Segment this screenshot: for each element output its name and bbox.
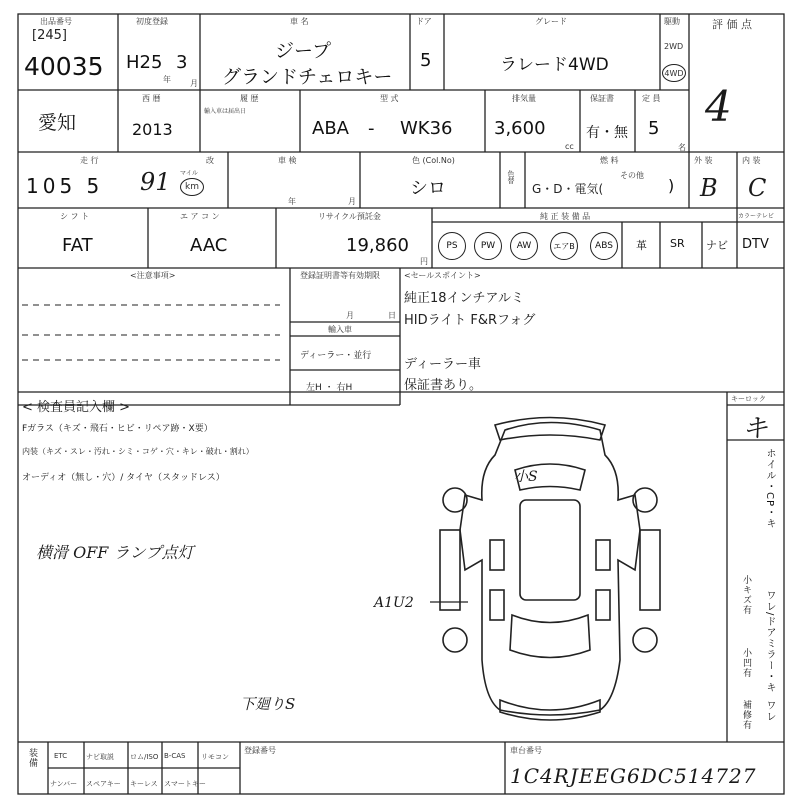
- steering: 左H ・ 右H: [306, 383, 353, 393]
- mile-label: マイル: [180, 170, 198, 177]
- equipment-label: 純 正 装 備 品: [540, 212, 591, 221]
- warranty-label: 保証書: [590, 94, 614, 103]
- inspection-label: 車 検: [278, 156, 297, 165]
- tv-label: カラーテレビ: [738, 213, 774, 220]
- equipment-airbag: エアB: [550, 232, 578, 260]
- car-name-line1: ジープ: [275, 40, 332, 62]
- equipment-abs: ABS: [590, 232, 618, 260]
- recycle-unit: 円: [420, 257, 428, 266]
- inspector-title: < 検査員記入欄 >: [22, 400, 131, 415]
- mileage-handwritten: 91: [140, 168, 171, 196]
- model-prefix: ABA: [312, 118, 349, 139]
- color-value: シロ: [410, 178, 446, 199]
- selling-point-5: 保証書あり。: [404, 378, 483, 393]
- km-circled: km: [180, 178, 204, 196]
- interior-label: 内 装: [742, 156, 761, 165]
- side-vertical-1: ホイル・CP・キ: [764, 448, 775, 530]
- capacity-label: 定 員: [642, 94, 661, 103]
- year-label: 西 暦: [142, 94, 161, 103]
- inspection-year-unit: 年: [288, 197, 296, 206]
- selling-point-2: HIDライト F&Rフォグ: [404, 313, 536, 328]
- caution-label: <注意事項>: [130, 271, 176, 280]
- capacity-unit: 名: [678, 143, 686, 152]
- color-label: 色 (Col.No): [412, 156, 455, 165]
- vin-label: 車台番号: [510, 746, 542, 755]
- recycle-value: 19,860: [346, 235, 409, 256]
- color-change-label: 色替: [507, 170, 515, 184]
- location: 愛知: [38, 112, 77, 134]
- tv-value: DTV: [742, 237, 769, 252]
- shift-label: シ フ ト: [60, 212, 90, 221]
- drive-label: 駆動: [664, 17, 680, 26]
- fuel-close: ): [668, 176, 675, 195]
- equipment-ps: PS: [438, 232, 466, 260]
- car-name-line2: グランドチェロキー: [222, 66, 393, 88]
- first-reg-label: 初度登録: [136, 17, 168, 26]
- inspector-note: 横滑 OFF ランプ点灯: [36, 543, 194, 562]
- footer-etc: ETC: [54, 752, 68, 760]
- score-value: 4: [705, 82, 732, 131]
- door-label: ドア: [416, 17, 432, 26]
- exterior-label: 外 装: [694, 156, 713, 165]
- footer-spare-key: スペアキー: [86, 780, 121, 788]
- diagram-front-mark: 小S: [514, 469, 538, 485]
- footer-remote: リモコン: [201, 753, 229, 761]
- first-reg-month-unit: 月: [190, 79, 198, 88]
- model-dash: -: [368, 118, 375, 139]
- history-sub: 輸入車は届出日: [204, 108, 247, 115]
- side-sub-2: 小凹有: [741, 648, 751, 678]
- equipment-sr: SR: [670, 237, 685, 250]
- model-code: WK36: [400, 118, 453, 139]
- year-value: 2013: [132, 120, 173, 139]
- equipment-aw: AW: [510, 232, 538, 260]
- first-reg-month: 3: [176, 52, 188, 73]
- fuel-other-label: その他: [620, 171, 644, 180]
- side-sub-3: 補修有: [741, 700, 751, 730]
- model-label: 型 式: [380, 94, 399, 103]
- lot-number: 40035: [24, 52, 104, 81]
- grade-label: グレード: [535, 17, 567, 26]
- first-reg-era: H25: [126, 52, 163, 73]
- side-vertical-3: ワレ: [764, 700, 775, 722]
- fuel-options: G・D・電気(: [532, 182, 604, 196]
- inspector-line1: Fガラス（キズ・飛石・ヒビ・リペア跡・X要）: [22, 424, 213, 434]
- displacement-unit: cc: [565, 142, 574, 151]
- history-label: 履 歴: [240, 94, 259, 103]
- equipment-leather: 革: [636, 239, 647, 252]
- grade-value: ラレード4WD: [500, 55, 609, 75]
- import-label: 輸入車: [328, 325, 352, 334]
- door-count: 5: [420, 50, 432, 71]
- deadline-label: 登録証明書等有効期限: [300, 271, 380, 280]
- footer-number-plate: ナンバー: [50, 780, 78, 788]
- aircon-value: AAC: [190, 235, 228, 256]
- footer-smart-key: スマートキー: [164, 780, 206, 788]
- drive-2wd: 2WD: [664, 42, 684, 51]
- deadline-day-unit: 日: [388, 311, 396, 320]
- diagram-under-mark: 下廻りS: [240, 695, 296, 713]
- first-reg-year-unit: 年: [163, 75, 171, 84]
- inspection-month-unit: 月: [348, 197, 356, 206]
- car-name-label: 車 名: [290, 17, 309, 26]
- vin-value: 1C4RJEEG6DC514727: [510, 764, 757, 788]
- selling-point-1: 純正18インチアルミ: [404, 291, 525, 306]
- side-vertical-2: ワレ/ドアミラー・キ: [764, 590, 775, 694]
- footer-keyless: キーレス: [130, 780, 158, 788]
- deadline-month-unit: 月: [346, 311, 354, 320]
- exterior-grade: B: [700, 174, 718, 202]
- mileage-value: 105 5: [26, 174, 104, 198]
- capacity-value: 5: [648, 118, 660, 139]
- auction-lot-code: [245]: [32, 28, 67, 43]
- mileage-label: 走 行: [80, 156, 99, 165]
- score-label: 評 価 点: [712, 18, 752, 31]
- displacement-value: 3,600: [494, 118, 546, 139]
- warranty-value: 有・無: [586, 125, 628, 141]
- selling-point-4: ディーラー車: [404, 357, 481, 372]
- inspector-line3: オーディオ（無し・穴）/ タイヤ（スタッドレス）: [22, 473, 225, 483]
- keylock-label: キーロック: [731, 395, 766, 403]
- recycle-label: リサイクル預託金: [318, 212, 381, 221]
- shift-value: FAT: [62, 235, 93, 256]
- registration-label: 登録番号: [244, 746, 276, 755]
- selling-label: <セールスポイント>: [404, 271, 481, 280]
- equipment-navi: ナビ: [706, 239, 728, 252]
- footer-equipment-label: 装備: [27, 748, 37, 768]
- equipment-pw: PW: [474, 232, 502, 260]
- footer-navi-manual: ナビ取説: [86, 753, 114, 761]
- displacement-label: 排気量: [512, 94, 536, 103]
- footer-bcas: B-CAS: [164, 752, 186, 760]
- side-sub-1: 小キズ有: [741, 575, 751, 615]
- inspector-line2: 内装（キズ・スレ・汚れ・シミ・コゲ・穴・キレ・破れ・割れ）: [22, 447, 254, 456]
- lot-top-label: 出品番号: [40, 17, 72, 26]
- fuel-label: 燃 料: [600, 156, 619, 165]
- keylock-value: キ: [742, 414, 769, 444]
- import-type: ディーラー・並行: [300, 351, 372, 361]
- interior-grade: C: [748, 174, 767, 202]
- diagram-side-mark: A1U2: [374, 595, 414, 611]
- car-diagram: [430, 418, 660, 721]
- aircon-label: エ ア コ ン: [180, 212, 220, 221]
- footer-rom-iso: ロム/ISO: [130, 753, 159, 761]
- drive-4wd-circled: 4WD: [662, 64, 686, 82]
- meter-label: 改: [206, 156, 214, 165]
